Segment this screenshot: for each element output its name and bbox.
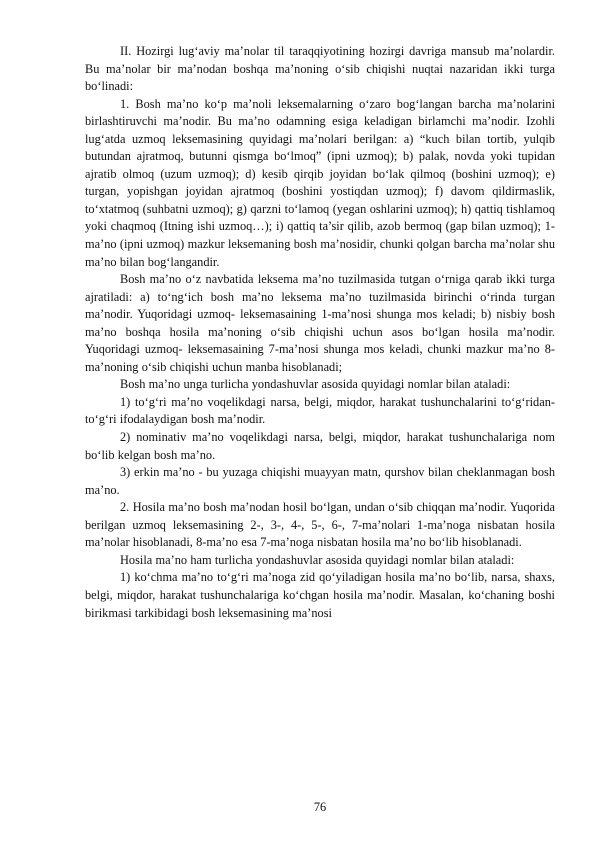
paragraph-hozirgi-lugaviy-manolar: II. Hozirgi lug‘aviy ma’nolar til taraqqiyotining hozirgi davriga mansub ma’nolardir. Bu ma’nolar bir ma’nodan boshqa ma’noning o‘sib chiqishi nuqtai nazaridan ikki turga bo‘linadi: [85, 44, 555, 94]
paragraph-togri-mano: 1) to‘g‘ri ma’no voqelikdagi narsa, belgi, miqdor, harakat tushunchalarini to‘g‘ridan-to‘g‘ri ifodalaydigan bosh ma’nodir. [85, 394, 555, 427]
paragraph-hosila-mano-nomlari: Hosila ma’no ham turlicha yondashuvlar asosida quyidagi nomlar bilan ataladi: [120, 552, 515, 567]
paragraph-kochma-mano: 1) ko‘chma ma’no to‘g‘ri ma’noga zid qo‘yiladigan hosila ma’no bo‘lib, narsa, shaxs, belgi, miqdor, harakat tushunchalariga ko‘chgan hosila ma’nodir. Masalan, ko‘chaning boshi birikmasi tarkibidagi bosh leksemasining ma’nosi [85, 570, 555, 620]
paragraph-bosh-mano-nomlari: Bosh ma’no unga turlicha yondashuvlar asosida quyidagi nomlar bilan ataladi: [120, 377, 511, 392]
paragraph-bosh-mano: 1. Bosh ma’no ko‘p ma’noli leksemalarning o‘zaro bog‘langan barcha ma’nolarini birlashtiruvchi ma’nodir. Bu ma’no odamning esiga keladigan birlamchi ma’nodir. Izohli lug‘atda uzmoq leksemasining quyidagi ma’nolari berilgan: a) “kuch bilan tortib, yulqib butundan ajratmoq, butunni qismga bo‘lmoq” (ipni uzmoq); b) palak, novda yoki tupidan ajratib olmoq (uzum uzmoq); d) kesib qirqib joyidan bo‘lak qilmoq (boshini uzmoq); e) turgan, yopishgan joyidan ajratmoq (boshini yostiqdan uzmoq); f) davom qildirmaslik, to‘xtatmoq (suhbatni uzmoq); g) qarzni to‘lamoq (yegan oshlarini uzmoq); h) qattiq tishlamoq yoki chaqmoq (Itning ishi uzmoq…); i) qattiq ta’sir qilib, azob bermoq (gap bilan uzmoq); 1-ma’no (ipni uzmoq) mazkur leksemaning bosh ma’nosidir, chunki qolgan barcha ma’nolar shu ma’no bilan bog‘langandir. [85, 96, 555, 269]
paragraph-nominativ-mano: 2) nominativ ma’no voqelikdagi narsa, belgi, miqdor, harakat tushunchalariga nom bo‘lib kelgan bosh ma’no. [85, 430, 555, 462]
paragraph-hosila-mano: 2. Hosila ma’no bosh ma’nodan hosil bo‘lgan, undan o‘sib chiqqan ma’nodir. Yuqorida berilgan uzmoq leksemasining 2-, 3-, 4-, 5-, 6-, 7-ma’nolari 1-ma’noga nisbatan hosila ma’nolar hisoblanadi, 8-ma’no esa 7-ma’noga nisbatan hosila ma’no bo‘lib hisoblanadi. [85, 500, 555, 550]
document-body [85, 43, 555, 622]
paragraph-erkin-mano: 3) erkin ma’no - bu yuzaga chiqishi muayyan matn, qurshov bilan cheklanmagan bosh ma’no. [85, 465, 555, 497]
paragraph-bosh-mano-turlari: Bosh ma’no o‘z navbatida leksema ma’no tuzilmasida tutgan o‘rniga qarab ikki turga ajratiladi: a) to‘ng‘ich bosh ma’no leksema ma’no tuzilmasida birinchi o‘rinda turgan ma’nodir. Yuqoridagi uzmoq- leksemasaining 1-ma’nosi shunga mos keladi; b) nisbiy bosh ma’no boshqa hosila ma’noning o‘sib chiqishi uchun asos bo‘lgan hosila ma’nodir. Yuqoridagi uzmoq- leksemasaining 7-ma’nosi shunga mos keladi, chunki mazkur ma’no 8-ma’noning o‘sib chiqishi uchun manba hisoblanadi; [85, 272, 555, 374]
page-number: 76 [313, 800, 327, 814]
